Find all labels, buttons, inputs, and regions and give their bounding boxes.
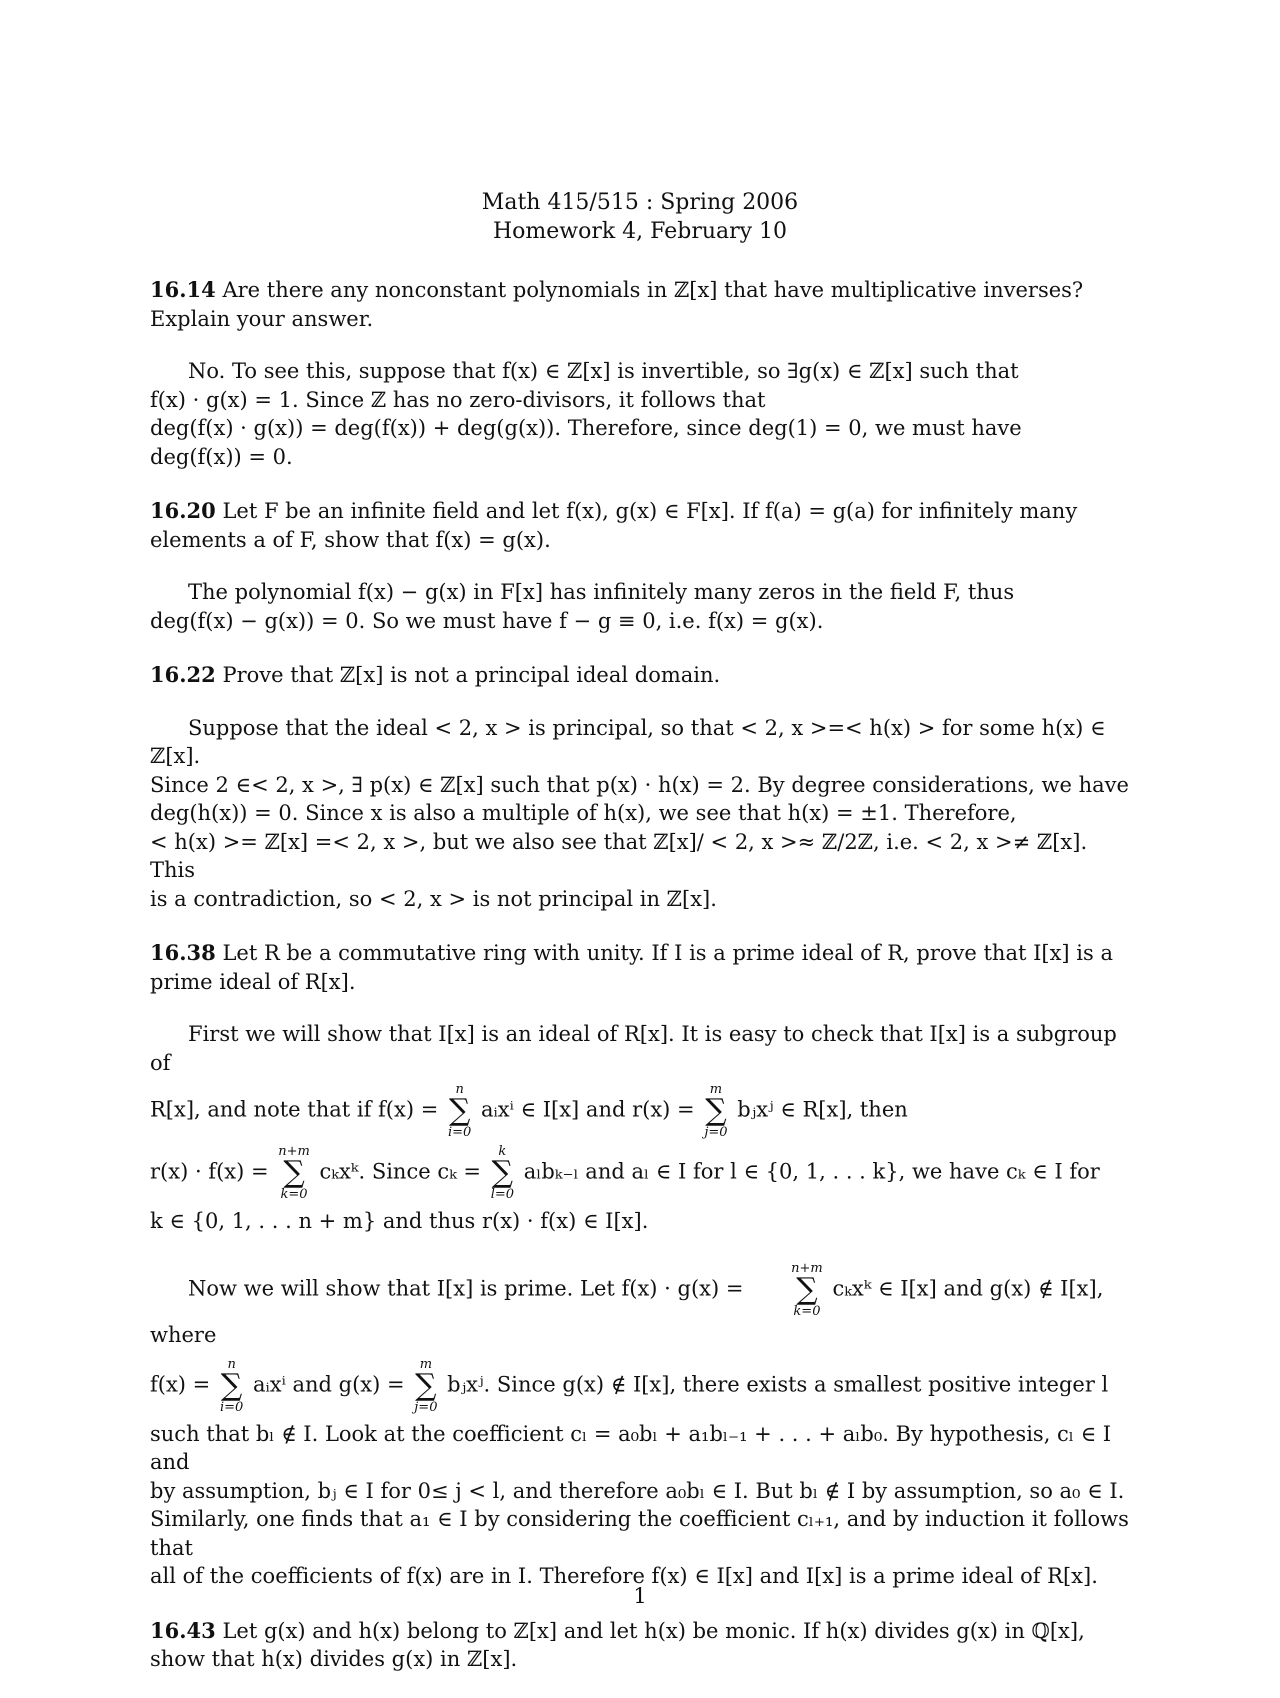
- homework-title: Homework 4, February 10: [492, 219, 788, 244]
- sum-lower: i=0: [219, 1399, 244, 1415]
- answer-line: such that bₗ ∉ I. Look at the coefficient cₗ = a₀bₗ + a₁bₗ₋₁ + . . . + aₗb₀. By hypothesis, cₗ ∈ I and: [150, 1421, 1112, 1474]
- document-header: [150, 188, 1130, 246]
- sigma-symbol: ∑: [491, 1155, 514, 1190]
- answer-16-20: [150, 578, 1130, 635]
- text-span: R[x], and note that if f(x) =: [150, 1097, 439, 1122]
- summation: [704, 1083, 727, 1139]
- sum-upper: n: [227, 1356, 236, 1372]
- answer-line: deg(f(x)) = 0.: [150, 444, 293, 469]
- document-page: [150, 188, 1130, 1698]
- sum-upper: m: [419, 1356, 433, 1372]
- sum-upper: n+m: [791, 1260, 823, 1276]
- summation: [220, 1358, 243, 1414]
- answer-line: Since 2 ∈< 2, x >, ∃ p(x) ∈ ℤ[x] such that p(x) · h(x) = 2. By degree considerations, we have: [150, 772, 1129, 797]
- sum-upper: m: [709, 1082, 723, 1097]
- answer-line: No. To see this, suppose that f(x) ∈ ℤ[x] is invertible, so ∃g(x) ∈ ℤ[x] such that: [188, 359, 1019, 383]
- answer-line: all of the coefficients of f(x) are in I. Therefore f(x) ∈ I[x] and I[x] is a prime ideal of R[x].: [150, 1564, 1098, 1588]
- answer-line: f(x) · g(x) = 1. Since ℤ has no zero-divisors, it follows that: [150, 387, 766, 412]
- answer-line: deg(f(x) · g(x)) = deg(f(x)) + deg(g(x)). Therefore, since deg(1) = 0, we must have: [150, 416, 1022, 440]
- answer-16-22: [150, 714, 1130, 914]
- sum-lower: k=0: [280, 1187, 308, 1202]
- answer-line: The polynomial f(x) − g(x) in F[x] has infinitely many zeros in the field F, thus: [188, 580, 1015, 604]
- text-span: f(x) =: [150, 1372, 211, 1396]
- text-span: aᵢxⁱ ∈ I[x] and r(x) =: [481, 1097, 695, 1122]
- sigma-symbol: ∑: [283, 1155, 305, 1190]
- sigma-symbol: ∑: [448, 1093, 471, 1128]
- sigma-symbol: ∑: [220, 1367, 243, 1403]
- sum-lower: j=0: [414, 1399, 438, 1415]
- answer-line: k ∈ {0, 1, . . . n + m} and thus r(x) · f(x) ∈ I[x].: [150, 1209, 649, 1233]
- problem-16-14: [150, 276, 1130, 333]
- problem-16-20: [150, 497, 1130, 554]
- problem-number: 16.14: [150, 277, 216, 302]
- answer-line: deg(f(x) − g(x)) = 0. So we must have f − g ≡ 0, i.e. f(x) = g(x).: [150, 608, 824, 633]
- text-span: cₖxᵏ. Since cₖ =: [319, 1159, 482, 1184]
- answer-line: Suppose that the ideal < 2, x > is principal, so that < 2, x >=< h(x) > for some h(x) ∈ ℤ[x].: [150, 715, 1106, 768]
- problem-16-22: [150, 661, 1130, 690]
- problem-number: 16.38: [150, 940, 216, 965]
- sum-lower: j=0: [704, 1125, 728, 1140]
- text-span: Now we will show that I[x] is prime. Let f(x) · g(x) =: [188, 1276, 744, 1300]
- problem-question: Let g(x) and h(x) belong to ℤ[x] and let h(x) be monic. If h(x) divides g(x) in ℚ[x], show that h(x) divides g(x) in ℤ[x].: [150, 1618, 1085, 1671]
- sum-lower: k=0: [793, 1303, 821, 1319]
- problem-question: Are there any nonconstant polynomials in ℤ[x] that have multiplicative inverses? Explain your answer.: [150, 278, 1084, 331]
- problem-number: 16.22: [150, 662, 216, 687]
- text-span: cₖxᵏ ∈ I[x] and g(x) ∉ I[x], where: [150, 1276, 1104, 1347]
- summation: [491, 1145, 514, 1201]
- answer-line: First we will show that I[x] is an ideal of R[x]. It is easy to check that I[x] is a subgroup of: [150, 1022, 1117, 1075]
- sigma-symbol: ∑: [415, 1367, 437, 1403]
- equation-line: [150, 1145, 1130, 1201]
- answer-16-38-part1: [150, 1020, 1130, 1236]
- problem-number: 16.20: [150, 498, 216, 523]
- problem-question: Let R be a commutative ring with unity. If I is a prime ideal of R, prove that I[x] is a prime ideal of R[x].: [150, 941, 1113, 994]
- problem-16-43: [150, 1617, 1130, 1674]
- summation: [753, 1262, 823, 1318]
- course-title: Math 415/515 : Spring 2006: [481, 190, 799, 215]
- text-span: bⱼxʲ. Since g(x) ∉ I[x], there exists a smallest positive integer l: [447, 1372, 1109, 1396]
- answer-16-38-part2: [150, 1262, 1130, 1591]
- sum-lower: i=0: [448, 1125, 472, 1140]
- text-span: aₗbₖ₋ₗ and aₗ ∈ I for l ∈ {0, 1, . . . k}, we have cₖ ∈ I for: [523, 1159, 1100, 1184]
- equation-line: [150, 1083, 1130, 1139]
- answer-line: < h(x) >= ℤ[x] =< 2, x >, but we also see that ℤ[x]/ < 2, x >≈ ℤ/2ℤ, i.e. < 2, x >≠ ℤ[x]. This: [150, 829, 1088, 882]
- summation: [278, 1145, 310, 1201]
- problem-question: Prove that ℤ[x] is not a principal ideal domain.: [222, 663, 721, 687]
- text-span: bⱼxʲ ∈ R[x], then: [737, 1097, 908, 1122]
- sum-upper: k: [498, 1144, 507, 1159]
- answer-line: by assumption, bⱼ ∈ I for 0≤ j < l, and therefore a₀bₗ ∈ I. But bₗ ∉ I by assumption, so a₀ ∈ I.: [150, 1478, 1125, 1503]
- answer-16-14: [150, 357, 1130, 471]
- sum-upper: n: [455, 1082, 464, 1097]
- page-number: 1: [633, 1584, 647, 1608]
- sum-upper: n+m: [278, 1144, 310, 1159]
- sum-lower: l=0: [490, 1187, 515, 1202]
- problem-number: 16.43: [150, 1617, 216, 1643]
- sigma-symbol: ∑: [705, 1093, 727, 1128]
- summation: [414, 1358, 437, 1414]
- text-span: r(x) · f(x) =: [150, 1159, 269, 1184]
- equation-line: [150, 1262, 1130, 1352]
- text-span: aᵢxⁱ and g(x) =: [252, 1372, 405, 1396]
- sigma-symbol: ∑: [796, 1271, 818, 1307]
- answer-line: is a contradiction, so < 2, x > is not principal in ℤ[x].: [150, 886, 717, 911]
- answer-line: deg(h(x)) = 0. Since x is also a multiple of h(x), we see that h(x) = ±1. Therefore,: [150, 801, 1017, 825]
- summation: [448, 1083, 471, 1139]
- equation-line: [150, 1358, 1130, 1414]
- problem-question: Let F be an infinite field and let f(x), g(x) ∈ F[x]. If f(a) = g(a) for infinitely many elements a of F, show that f(x) = g(x).: [150, 499, 1078, 552]
- problem-16-38: [150, 939, 1130, 996]
- answer-line: Similarly, one finds that a₁ ∈ I by considering the coefficient cₗ₊₁, and by induction it follows that: [150, 1507, 1129, 1560]
